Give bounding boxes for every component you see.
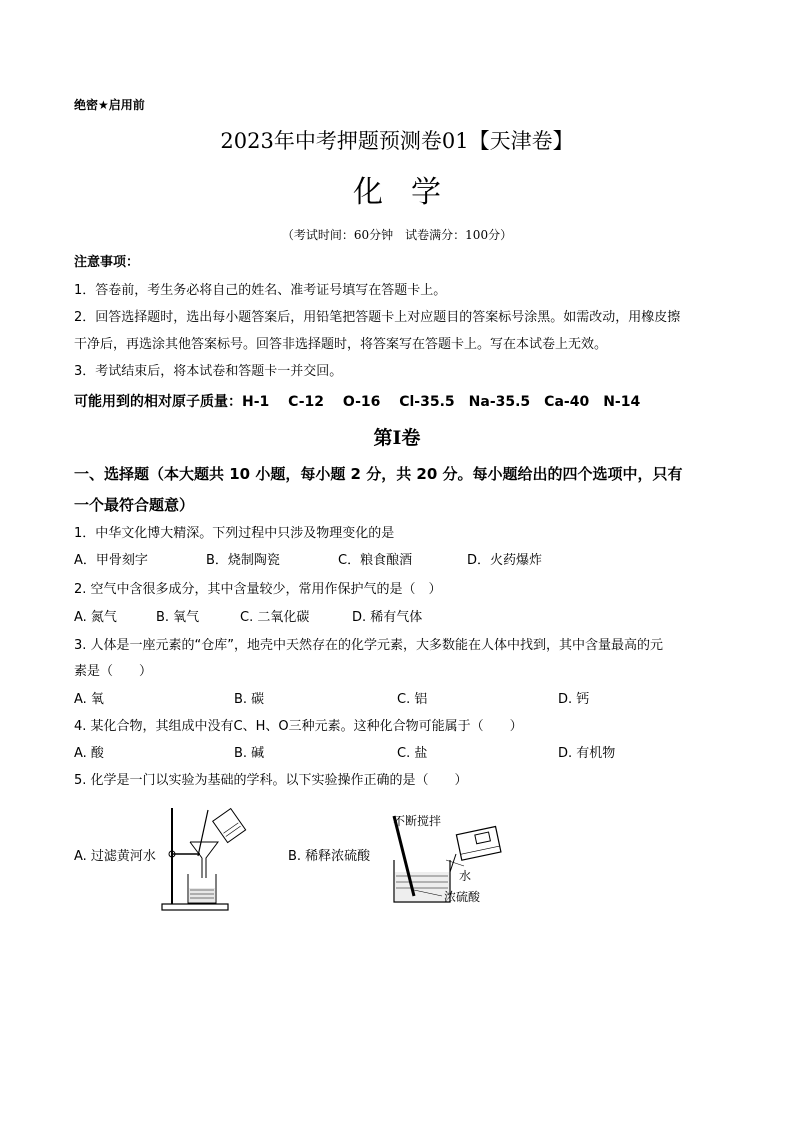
question-3-stem-cont: 素是（ ）: [74, 664, 153, 679]
q3-option-d: D. 钙: [558, 692, 590, 707]
label-concentrated-acid: 浓硫酸: [444, 890, 481, 904]
q2-option-c: C. 二氧化碳: [240, 610, 310, 625]
note-item: 2．回答选择题时，选出每小题答案后，用铅笔把答题卡上对应题目的答案标号涂黑。如需改动，用橡皮擦: [74, 310, 681, 325]
confidential-mark: 绝密★启用前: [74, 98, 145, 112]
question-4-stem: 4. 某化合物，其组成中没有C、H、O三种元素。这种化合物可能属于（ ）: [74, 719, 523, 734]
label-stirring: 不断搅拌: [393, 814, 442, 828]
question-3-stem: 3. 人体是一座元素的“仓库”，地壳中天然存在的化学元素，大多数能在人体中找到，其中含量最高的元: [74, 638, 664, 653]
label-water: 水: [459, 869, 472, 883]
question-2-stem: 2. 空气中含很多成分，其中含量较少，常用作保护气的是（ ）: [74, 582, 442, 597]
note-item: 1．答卷前，考生务必将自己的姓名、准考证号填写在答题卡上。: [74, 283, 447, 298]
atomic-masses: 可能用到的相对原子质量：H-1 C-12 O-16 Cl-35.5 Na-35.5 Ca-40 N-14: [74, 394, 641, 410]
note-item: 干净后，再选涂其他答案标号。回答非选择题时，将答案写在答题卡上。写在本试卷上无效。: [74, 337, 608, 352]
q4-option-a: A. 酸: [74, 746, 104, 761]
section-heading: 一、选择题（本大题共 10 小题，每小题 2 分，共 20 分。每小题给出的四个选项中，只有: [74, 465, 683, 483]
q3-option-a: A. 氧: [74, 692, 104, 707]
section-heading-cont: 一个最符合题意）: [74, 496, 195, 514]
q5-option-a: A. 过滤黄河水: [74, 849, 156, 864]
exam-title: 2023年中考押题预测卷01【天津卷】: [220, 129, 574, 153]
q2-option-d: D. 稀有气体: [352, 610, 423, 625]
exam-info: （考试时间：60分钟 试卷满分：100分）: [281, 228, 513, 242]
q1-option-d: D．火药爆炸: [467, 553, 543, 568]
note-item: 3．考试结束后，将本试卷和答题卡一并交回。: [74, 364, 343, 379]
q4-option-c: C. 盐: [397, 746, 428, 761]
notes-heading: 注意事项：: [74, 255, 140, 270]
q5-option-b: B. 稀释浓硫酸: [288, 849, 371, 864]
q2-option-a: A. 氮气: [74, 610, 117, 625]
q1-option-a: A．甲骨刻字: [74, 553, 148, 568]
question-1-stem: 1．中华文化博大精深。下列过程中只涉及物理变化的是: [74, 526, 395, 541]
filtration-apparatus-figure: [160, 800, 250, 915]
q1-option-c: C．粮食酿酒: [338, 553, 413, 568]
q4-option-b: B. 碱: [234, 746, 265, 761]
q2-option-b: B. 氧气: [156, 610, 200, 625]
subject-title: 化学: [353, 175, 469, 210]
q3-option-c: C. 铝: [397, 692, 428, 707]
q3-option-b: B. 碳: [234, 692, 265, 707]
volume-title: 第Ⅰ卷: [373, 427, 421, 449]
q4-option-d: D. 有机物: [558, 746, 616, 761]
q1-option-b: B．烧制陶瓷: [206, 553, 280, 568]
question-5-stem: 5. 化学是一门以实验为基础的学科。以下实验操作正确的是（ ）: [74, 773, 468, 788]
